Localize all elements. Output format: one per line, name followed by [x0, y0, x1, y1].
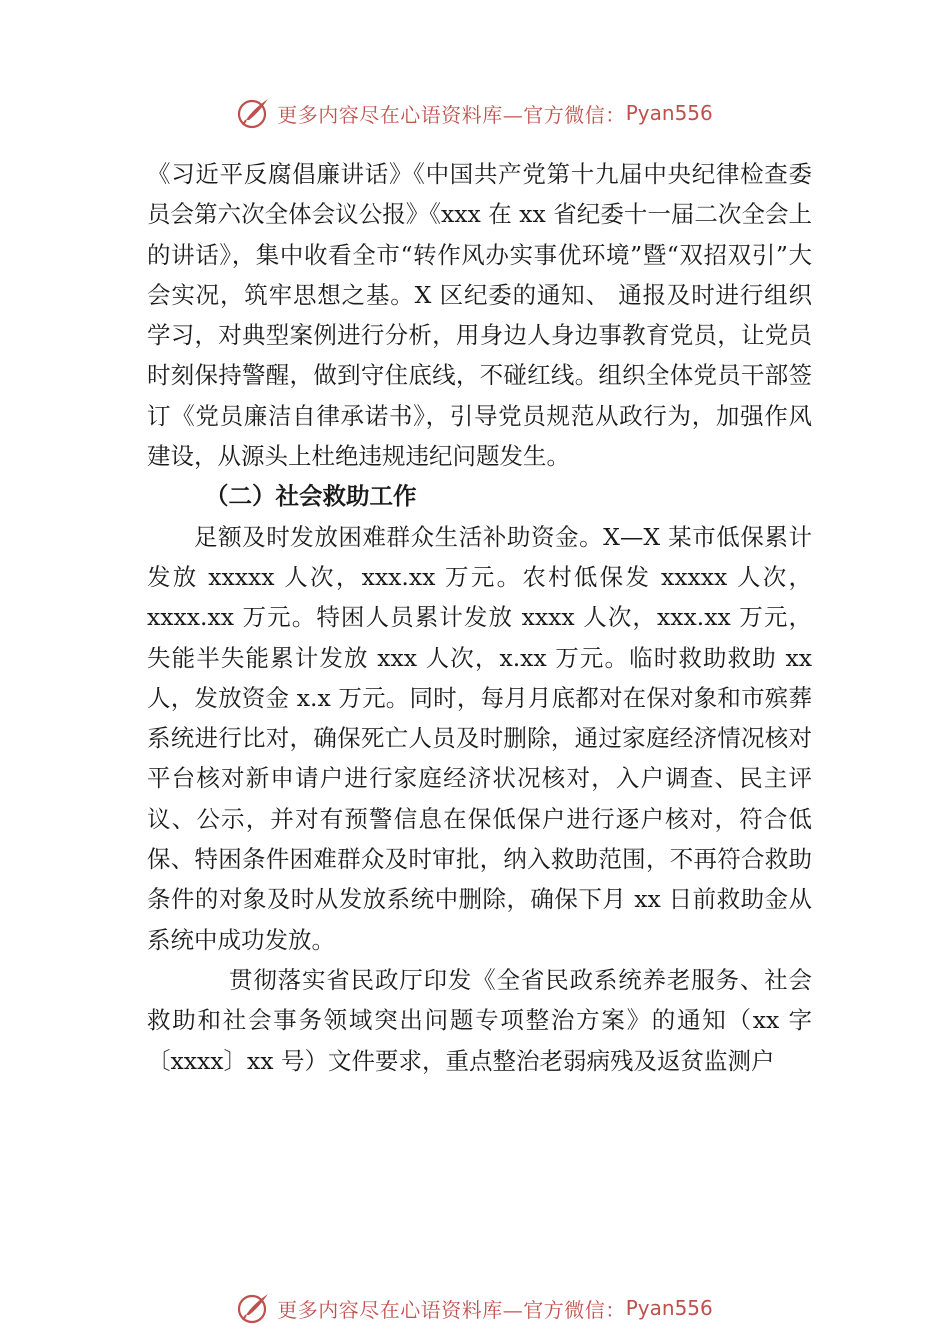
footer-banner [0, 1288, 950, 1328]
section-heading-social-assistance: （二）社会救助工作 [205, 482, 417, 511]
paragraph-rectification: 贯彻落实省民政厅印发《全省民政系统养老服务、社会救助和社会事务领域突出问题专项整治方案》的通知（xx 字〔xxxx〕xx 号）文件要求，重点整治老弱病残及返贫监测户 [147, 965, 812, 1075]
paragraph-anti-corruption: 《习近平反腐倡廉讲话》《中国共产党第十九届中央纪律检查委员会第六次全体会议公报》《xxx 在 xx 省纪委十一届二次全会上的讲话》，集中收看全市“转作风办实事优环境”暨“双招双引”大会实况，筑牢思想之基。X 区纪委的通知、 通报及时进行组织学习，对典型案例进行分析，用身边人身边事教育党员，让党员时刻保持警醒，做到守住底线，不碰红线。组织全体党员干部签订《党员廉洁自律承诺书》，引导党员规范从政行为，加强作风建设，从源头上杜绝违规违纪问题发生。 [147, 160, 812, 471]
banner-text: 更多内容尽在心语资料库—官方微信： [277, 102, 626, 127]
wechat-id: Pyan556 [625, 101, 713, 125]
wechat-id: Pyan556 [625, 1296, 713, 1320]
header-banner [0, 93, 950, 133]
paragraph-subsidy-funds: 足额及时发放困难群众生活补助资金。X—X 某市低保累计发放 xxxxx 人次，xxx.xx 万元。农村低保发 xxxxx 人次，xxxx.xx 万元。特困人员累计发放 xxxx 人次，xxx.xx 万元，失能半失能累计发放 xxx 人次，x.xx 万元。临时救助救助 xx 人，发放资金 x.x 万元。同时，每月月底都对在保对象和市殡葬系统进行比对，确保死亡人员及时删除，通过家庭经济情况核对平台核对新申请户进行家庭经济状况核对，入户调查、民主评议、公示，并对有预警信息在保低保户进行逐户核对，符合低保、特困条件困难群众及时审批，纳入救助范围，不再符合救助条件的对象及时从发放系统中删除，确保下月 xx 日前救助金从系统中成功发放。 [147, 522, 812, 954]
document-body [147, 154, 812, 1081]
feather-pen-logo-icon [237, 1291, 271, 1325]
feather-pen-logo-icon [237, 96, 271, 130]
banner-text: 更多内容尽在心语资料库—官方微信： [277, 1297, 626, 1322]
